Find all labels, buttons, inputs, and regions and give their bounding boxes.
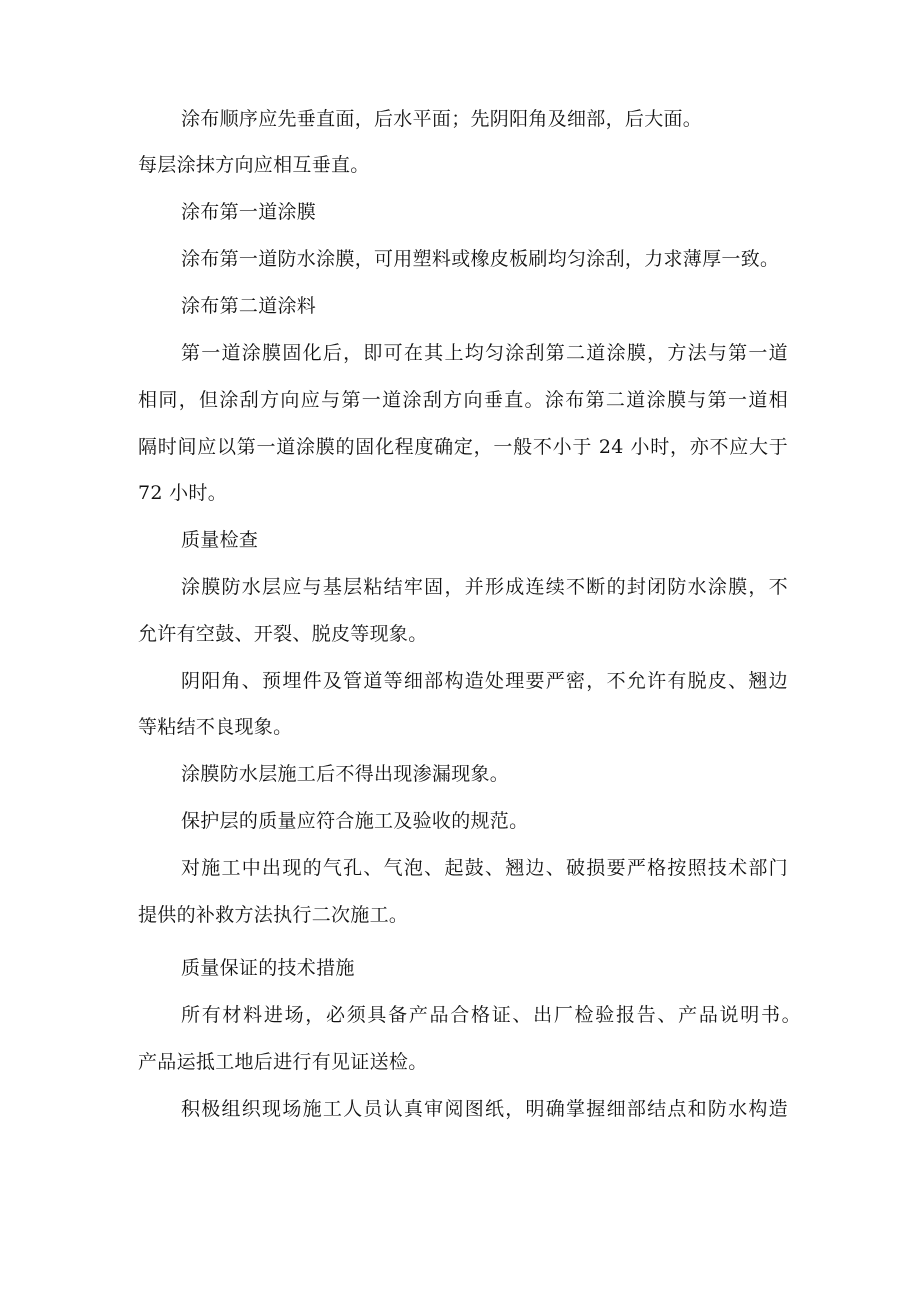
section-heading: 质量检查: [181, 529, 259, 551]
paragraph-line: 阴阳角、预埋件及管道等细部构造处理要严密，不允许有脱皮、翘边: [181, 670, 788, 692]
paragraph-line: 对施工中出现的气孔、气泡、起鼓、翘边、破损要严格按照技术部门: [181, 857, 788, 879]
paragraph-line: 涂膜防水层应与基层粘结牢固，并形成连续不断的封闭防水涂膜，不: [181, 576, 788, 598]
paragraph-line: 保护层的质量应符合施工及验收的规范。: [181, 810, 529, 832]
section-heading: 质量保证的技术措施: [181, 957, 355, 979]
paragraph-line: 产品运抵工地后进行有见证送检。: [138, 1051, 428, 1073]
paragraph-line: 每层涂抹方向应相互垂直。: [138, 154, 370, 176]
paragraph-line: 所有材料进场，必须具备产品合格证、出厂检验报告、产品说明书。: [181, 1004, 801, 1026]
section-heading: 涂布第二道涂料: [181, 295, 317, 317]
paragraph-line: 相同，但涂刮方向应与第一道涂刮方向垂直。涂布第二道涂膜与第一道相: [138, 389, 788, 411]
paragraph-line: 72 小时。: [138, 482, 228, 504]
paragraph-line: 积极组织现场施工人员认真审阅图纸，明确掌握细部结点和防水构造: [181, 1098, 788, 1120]
paragraph-line: 等粘结不良现象。: [138, 716, 293, 738]
paragraph-line: 涂膜防水层施工后不得出现渗漏现象。: [181, 763, 510, 785]
paragraph-line: 第一道涂膜固化后，即可在其上均匀涂刮第二道涂膜，方法与第一道: [181, 342, 788, 364]
paragraph-line: 允许有空鼓、开裂、脱皮等现象。: [138, 623, 428, 645]
paragraph-line: 隔时间应以第一道涂膜的固化程度确定，一般不小于 24 小时，亦不应大于: [138, 436, 788, 458]
paragraph-line: 提供的补救方法执行二次施工。: [138, 904, 409, 926]
paragraph-line: 涂布第一道防水涂膜，可用塑料或橡皮板刷均匀涂刮，力求薄厚一致。: [181, 248, 780, 270]
paragraph-line: 涂布顺序应先垂直面，后水平面；先阴阳角及细部，后大面。: [181, 108, 703, 130]
section-heading: 涂布第一道涂膜: [181, 201, 317, 223]
